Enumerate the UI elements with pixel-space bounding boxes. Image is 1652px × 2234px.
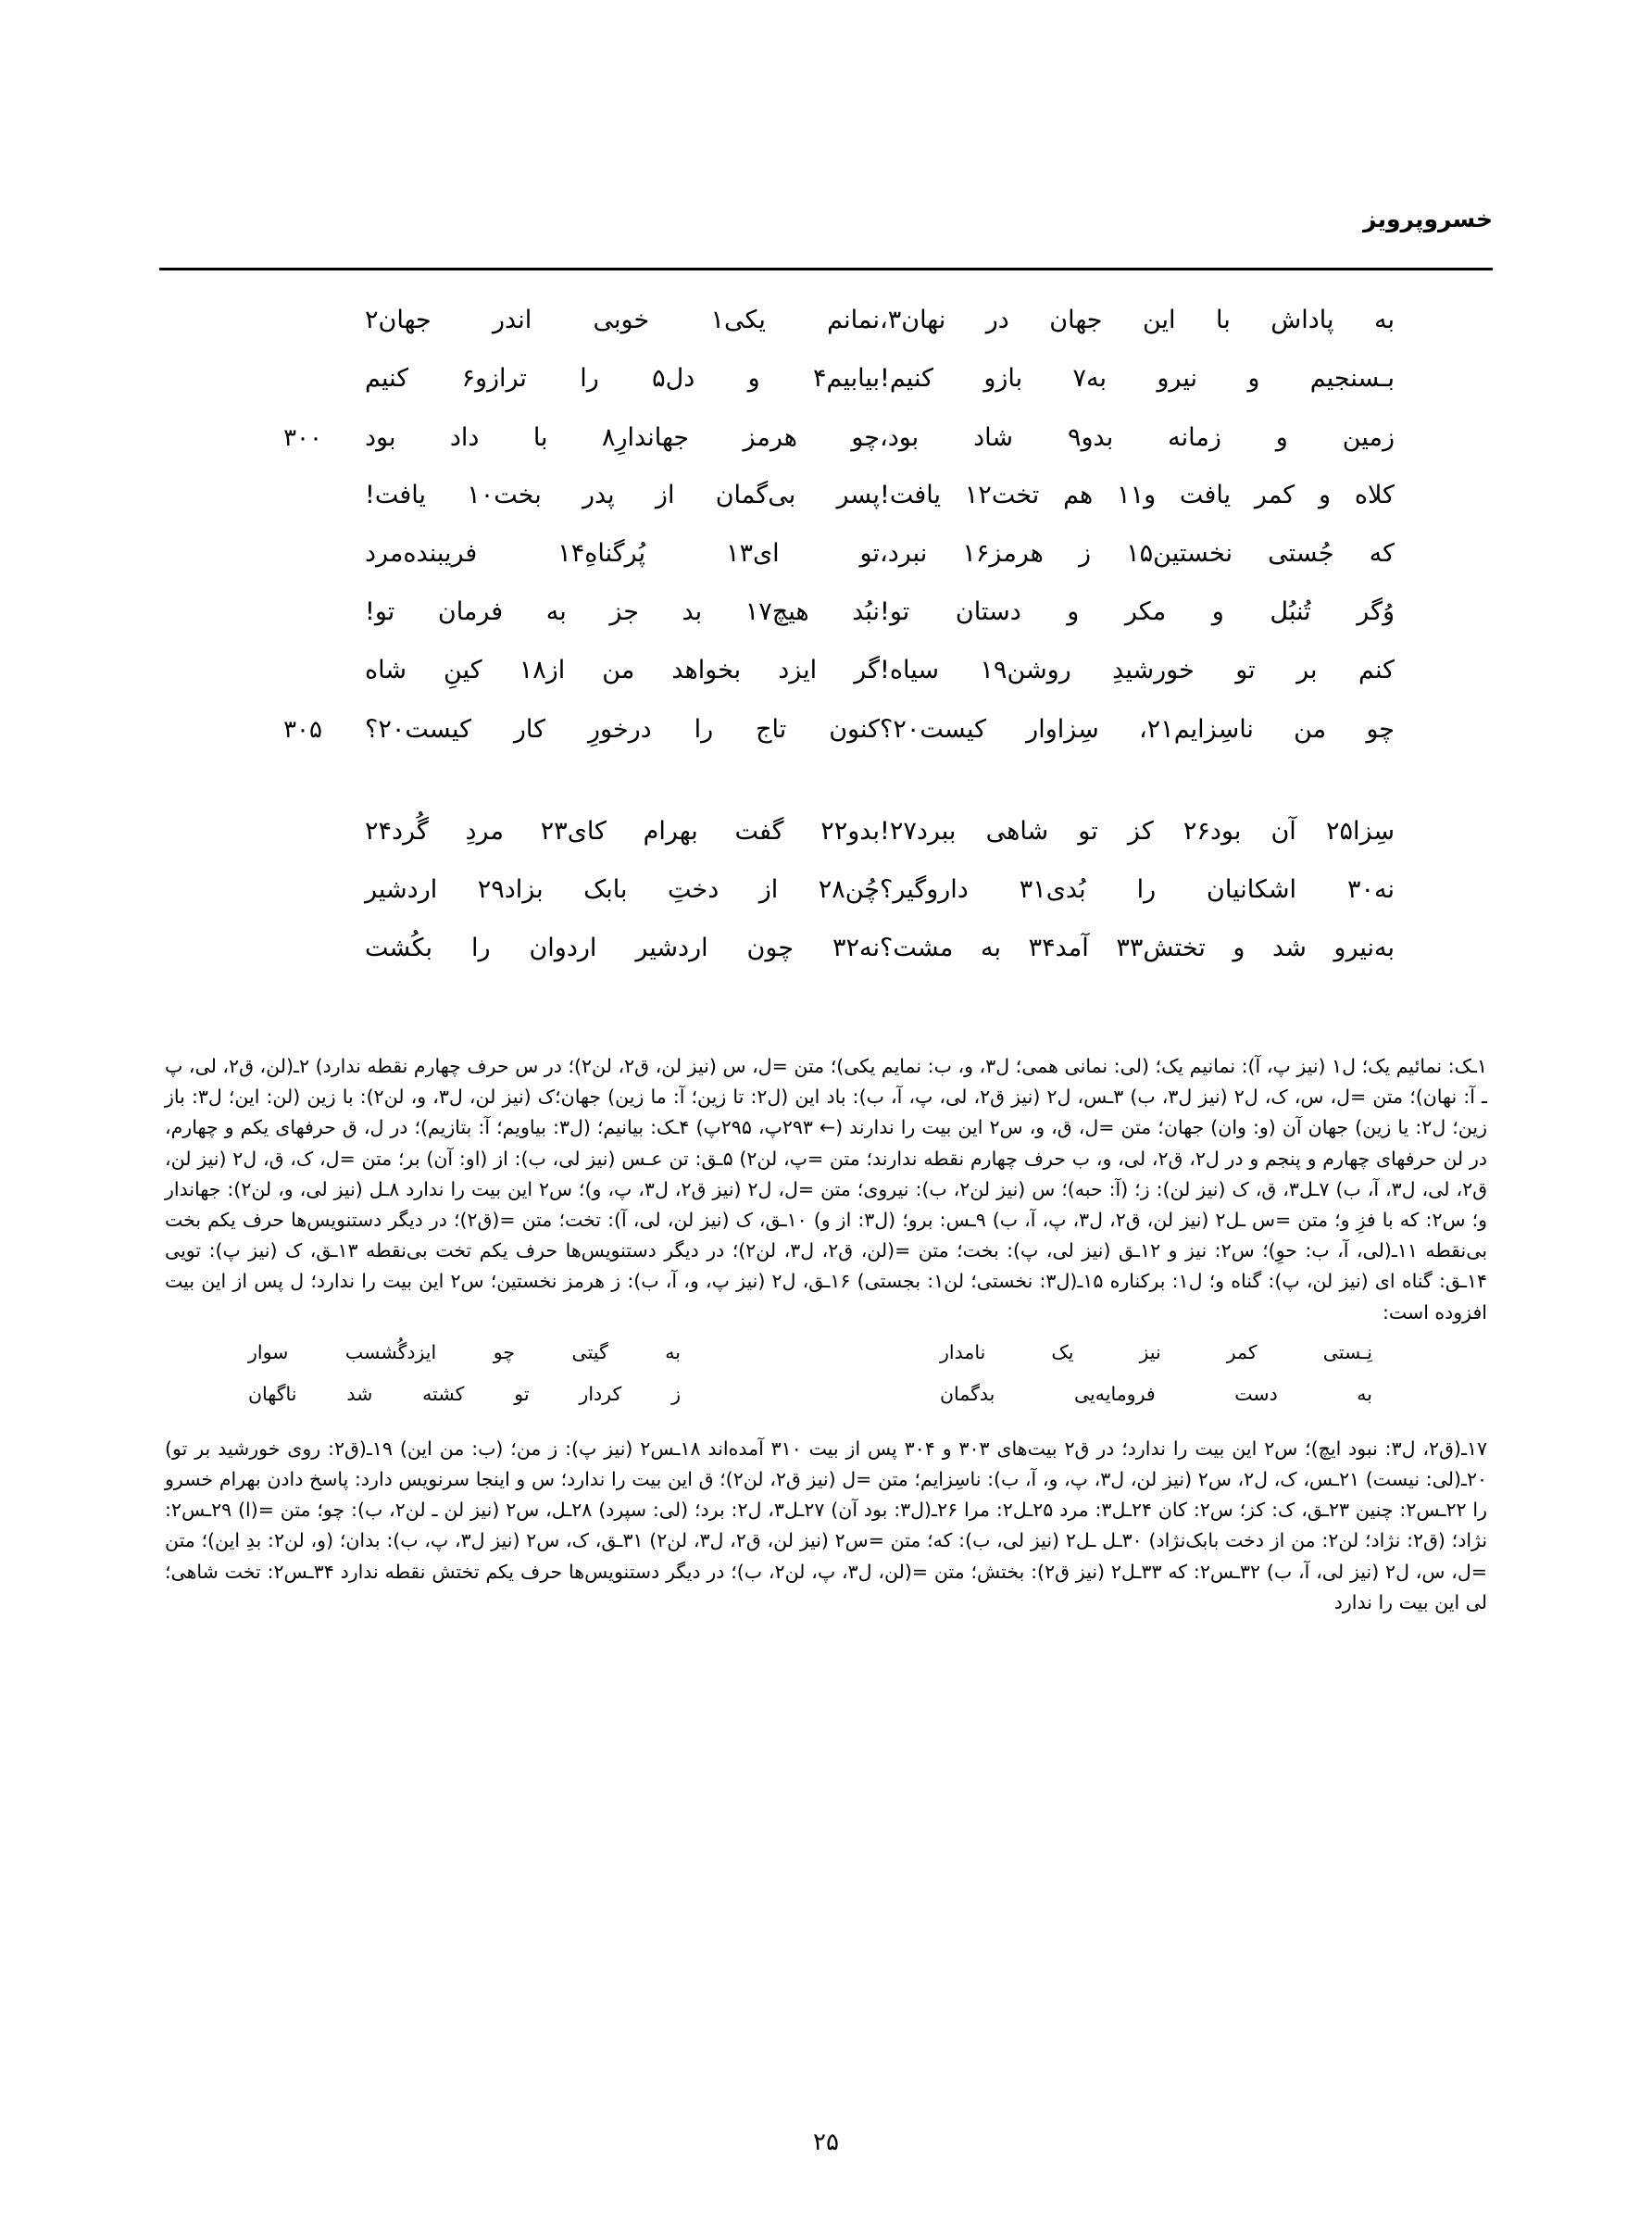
couplet [243, 934, 1409, 992]
inset-hemistich-first: به گیتی چو ایزدگُشسب سوار [248, 1340, 681, 1363]
hemistich-first: کنون تاج را درخورِ کار کیست٢٠؟ [365, 715, 880, 744]
apparatus-inset-verse [165, 1341, 1487, 1424]
apparatus-block-one: ١ـک: نمائیم یک؛ ل١ (نیز پ، آ): نمانیم یک؛ (لی: نمانی همی؛ ل٣، و، ب: نمایم یکی)؛ متن =ل، س (نیز لن، ق٢، لن٢)؛ در س حرف چهارم نقطه ندارد) ٢ـ(لن، ق٢، لی، پ ـ آ: نهان)؛ متن =ل، س، ک، ل٢ (نیز ل٣، ب) ٣ـس، ل٢ (نیز ق٢، لی، پ، آ، ب): باد این (ل٢: تا زین؛ آ: ما زین) جهان؛ک (نیز لن، ل٣، و، لن٢): با زین (لن: این؛ ل٣: باز زین؛ ل٢: یا زین) جهان آن (و: وان) جهان؛ متن =ل، ق، و، س٢ این بیت را ندارند (← ٢٩٣پ، ٢٩۵پ) ۴ـک: بیانیم؛ (ل٣: بیاویم؛ آ: بتازیم)؛ در ل، ق حرفهای یکم و چهارم، در لن حرفهای چهارم و پنجم و در ل٢، ق٢، لی، و، ب حرف چهارم نقطه ندارند؛ متن =پ، لن٢) ۵ـق: تن عـس (نیز لی، ب): از (او: آن) بر؛ متن =ل، ک، ق، ل٢ (نیز لن، ق٢، لی، ل٣، آ، ب) ٧ـل٣، ق، ک (نیز لن): ز؛ (آ: حبه)؛ س (نیز لن٢، ب): نیروی؛ متن =ل، ل٢ (نیز ق٢، ل٣، پ، و)؛ س٢ این بیت را ندارد ٨ـل (نیز لی، و، لن٢): جهاندار و؛ س٢: که با فزِ و؛ متن =س ـل٢ (نیز لن، ق٢، ل٣، پ، آ، ب) ٩ـس: برو؛ (ل٣: از و) ١٠ـق، ک (نیز لن، لی، آ): تخت؛ متن =(ق٢)؛ در دیگر دستنویس‌ها حرف یکم بخت بی‌نقطه ١١ـ(لی، آ، ب: حوِ)؛ س٢: نیز و ١٢ـق (نیز لی، پ): بخت؛ متن =(لن، ق٢، ل٣، لن٢)؛ در دیگر دستنویس‌ها حرف یکم تخت بی‌نقطه ١٣ـق، ک (نیز پ): تویی ١۴ـق: گناه ای (نیز لن، پ): گناه و؛ ل١: برکناره ١۵ـ(ل٣: نخستی؛ لن١: بجستی) ١۶ـق، ل٢ (نیز پ، و، آ، ب): ز هرمز نخستین؛ س٢ این بیت را ندارد؛ ل پس از این بیت افزوده است: [165, 1055, 1488, 1324]
verse-text [243, 306, 1409, 992]
verse-number [243, 835, 322, 839]
couplet [243, 306, 1409, 364]
hemistich-second: وُگر تُنبُل و مکر و دستان تو! [880, 597, 1395, 626]
hemistich-first: تو ای١٣ پُرگناهِ١۴ فریبنده‌مرد [365, 539, 880, 568]
verse-number [243, 616, 322, 620]
apparatus-block-two: ١٧ـ(ق٢، ل٣: نبود ایچ)؛ س٢ این بیت را ندارد؛ در ق٢ بیت‌های ٣٠٣ و ٣٠۴ پس از بیت ٣١٠ آمده‌اند ١٨ـس٢ (نیز پ): ز من؛ (ب: من این) ١٩ـ(ق٢: روی خورشید بر تو) ٢٠ـ(لی: نیست) ٢١ـس، ک، ل٢، س٢ (نیز لن، ل٣، پ، و، آ، ب): ناسِزایم؛ متن =ل (نیز ق٢، لن٢)؛ ق این بیت را ندارد؛ س و اینجا سرنویس دارد: پاسخ دادن بهرام خسرو را ٢٢ـس٢: چنین ٢٣ـق، ک: کز؛ س٢: کان ٢۴ـل٣: مرد ٢۵ـل٢: مرا ٢۶ـ(ل٣: بود آن) ٢٧ـل٣، ل٢: برد؛ (لی: سپرد) ٢٨ـل، س٢ (نیز لن ـ لن٢، ب): چو؛ متن =(ا) ٢٩ـس٢: نژاد؛ (ق٢: نژاد؛ لن٢: من از دخت بابک‌نژاد) ٣٠ـل ـل٢ (نیز لی، ب): که؛ متن =س٢ (نیز لن، ق٢، ل٣، لن٢) ٣١ـق، ک، س٢ (نیز ل٣، پ، ب): بدان؛ (و، لن٢: بدِ این)؛ متن =ل، س، ل٢ (نیز لی، آ، ب) ٣٢ـس٢: که ٣٣ـل٢ (نیز ق٢): بختش؛ متن =(لن، ل٣، پ، لن٢، ب)؛ در دیگر دستنویس‌ها حرف یکم تختش نقطه ندارد ٣۴ـس٢: تخت شاهی؛ لی این بیت را ندارد [165, 1437, 1488, 1613]
couplet [243, 539, 1409, 597]
couplet [243, 817, 1409, 875]
couplet [243, 481, 1409, 539]
couplet [243, 714, 1409, 772]
inset-couplet [165, 1383, 1428, 1424]
hemistich-second: به پاداش با این جهان در نهان٣، [880, 306, 1395, 334]
couplet [243, 597, 1409, 656]
running-title: خسروپرویز [1363, 206, 1493, 232]
inset-hemistich-second: به دست فرومایه‌یی بدگمان [940, 1382, 1372, 1405]
hemistich-second: سِزا٢۵ آن بود٢۶ کز تو شاهی ببرد٢٧! [880, 817, 1395, 846]
hemistich-first: گر ایزد بخواهد من از١٨ کینِ شاه [365, 656, 880, 684]
inset-couplet [165, 1341, 1428, 1383]
inset-hemistich-first: ز کردار تو کشته شد ناگهان [248, 1382, 681, 1405]
hemistich-second: بـسنجیم و نیرو به٧ بازو کنیم! [880, 364, 1395, 393]
verse-number [243, 499, 322, 503]
hemistich-first: نمانم یکی١ خوبی اندر جهان٢ [365, 306, 880, 334]
inset-hemistich-second: نِـستی کمر نیز یک نامدار [940, 1340, 1372, 1363]
hemistich-first: پسر بی‌گمان از پدر بخت١٠ یافت! [365, 481, 880, 509]
page-number: ۲۵ [813, 2128, 839, 2156]
hemistich-first: بدو٢٢ گفت بهرام کای٢٣ مردِ گُرد٢۴ [365, 817, 880, 846]
hemistich-second: کنم بر تو خورشیدِ روشن١٩ سیاه! [880, 656, 1395, 684]
verse-number: ٣٠۵ [283, 716, 322, 744]
hemistich-second: کلاه و کمر یافت و١١ هم تخت١٢ یافت! [880, 481, 1395, 509]
stanza [243, 306, 1409, 772]
hemistich-first: نه٣٢ چون اردشیر اردوان را بکُشت [365, 934, 880, 962]
verse-number [243, 324, 322, 328]
verse-number [243, 674, 322, 678]
couplet [243, 422, 1409, 481]
hemistich-first: چو هرمز جهاندارِ٨ با داد بود [365, 423, 880, 452]
hemistich-second: زمین و زمانه بدو٩ شاد بود، [880, 423, 1395, 452]
verse-number [243, 894, 322, 897]
couplet [243, 656, 1409, 714]
hemistich-second: که جُستی نخستین١۵ ز هرمز١۶ نبرد، [880, 539, 1395, 568]
hemistich-first: بیابیم۴ و دل۵ را ترازو۶ کنیم [365, 364, 880, 393]
header-rule [159, 268, 1493, 270]
hemistich-second: به‌نیرو شد و تختش٣٣ آمد٣۴ به مشت؟ [880, 934, 1395, 962]
hemistich-first: نبُد هیچ١٧ بد جز به فرمان تو! [365, 597, 880, 626]
verse-number [243, 952, 322, 956]
critical-apparatus [165, 1051, 1487, 1618]
verse-number [243, 383, 322, 386]
hemistich-first: چُن٢٨ از دختِ بابک بزاد٢٩ اردشیر [365, 875, 880, 904]
couplet [243, 364, 1409, 422]
verse-number: ٣٠٠ [283, 424, 322, 452]
running-header [159, 206, 1493, 270]
stanza [243, 817, 1409, 992]
verse-number [243, 558, 322, 561]
hemistich-second: چو من ناسِزایم٢١، سِزاوار کیست٢٠؟ [880, 715, 1395, 744]
couplet [243, 875, 1409, 934]
hemistich-second: نه٣٠ اشکانیان را بُدی٣١ داروگیر؟ [880, 875, 1395, 904]
